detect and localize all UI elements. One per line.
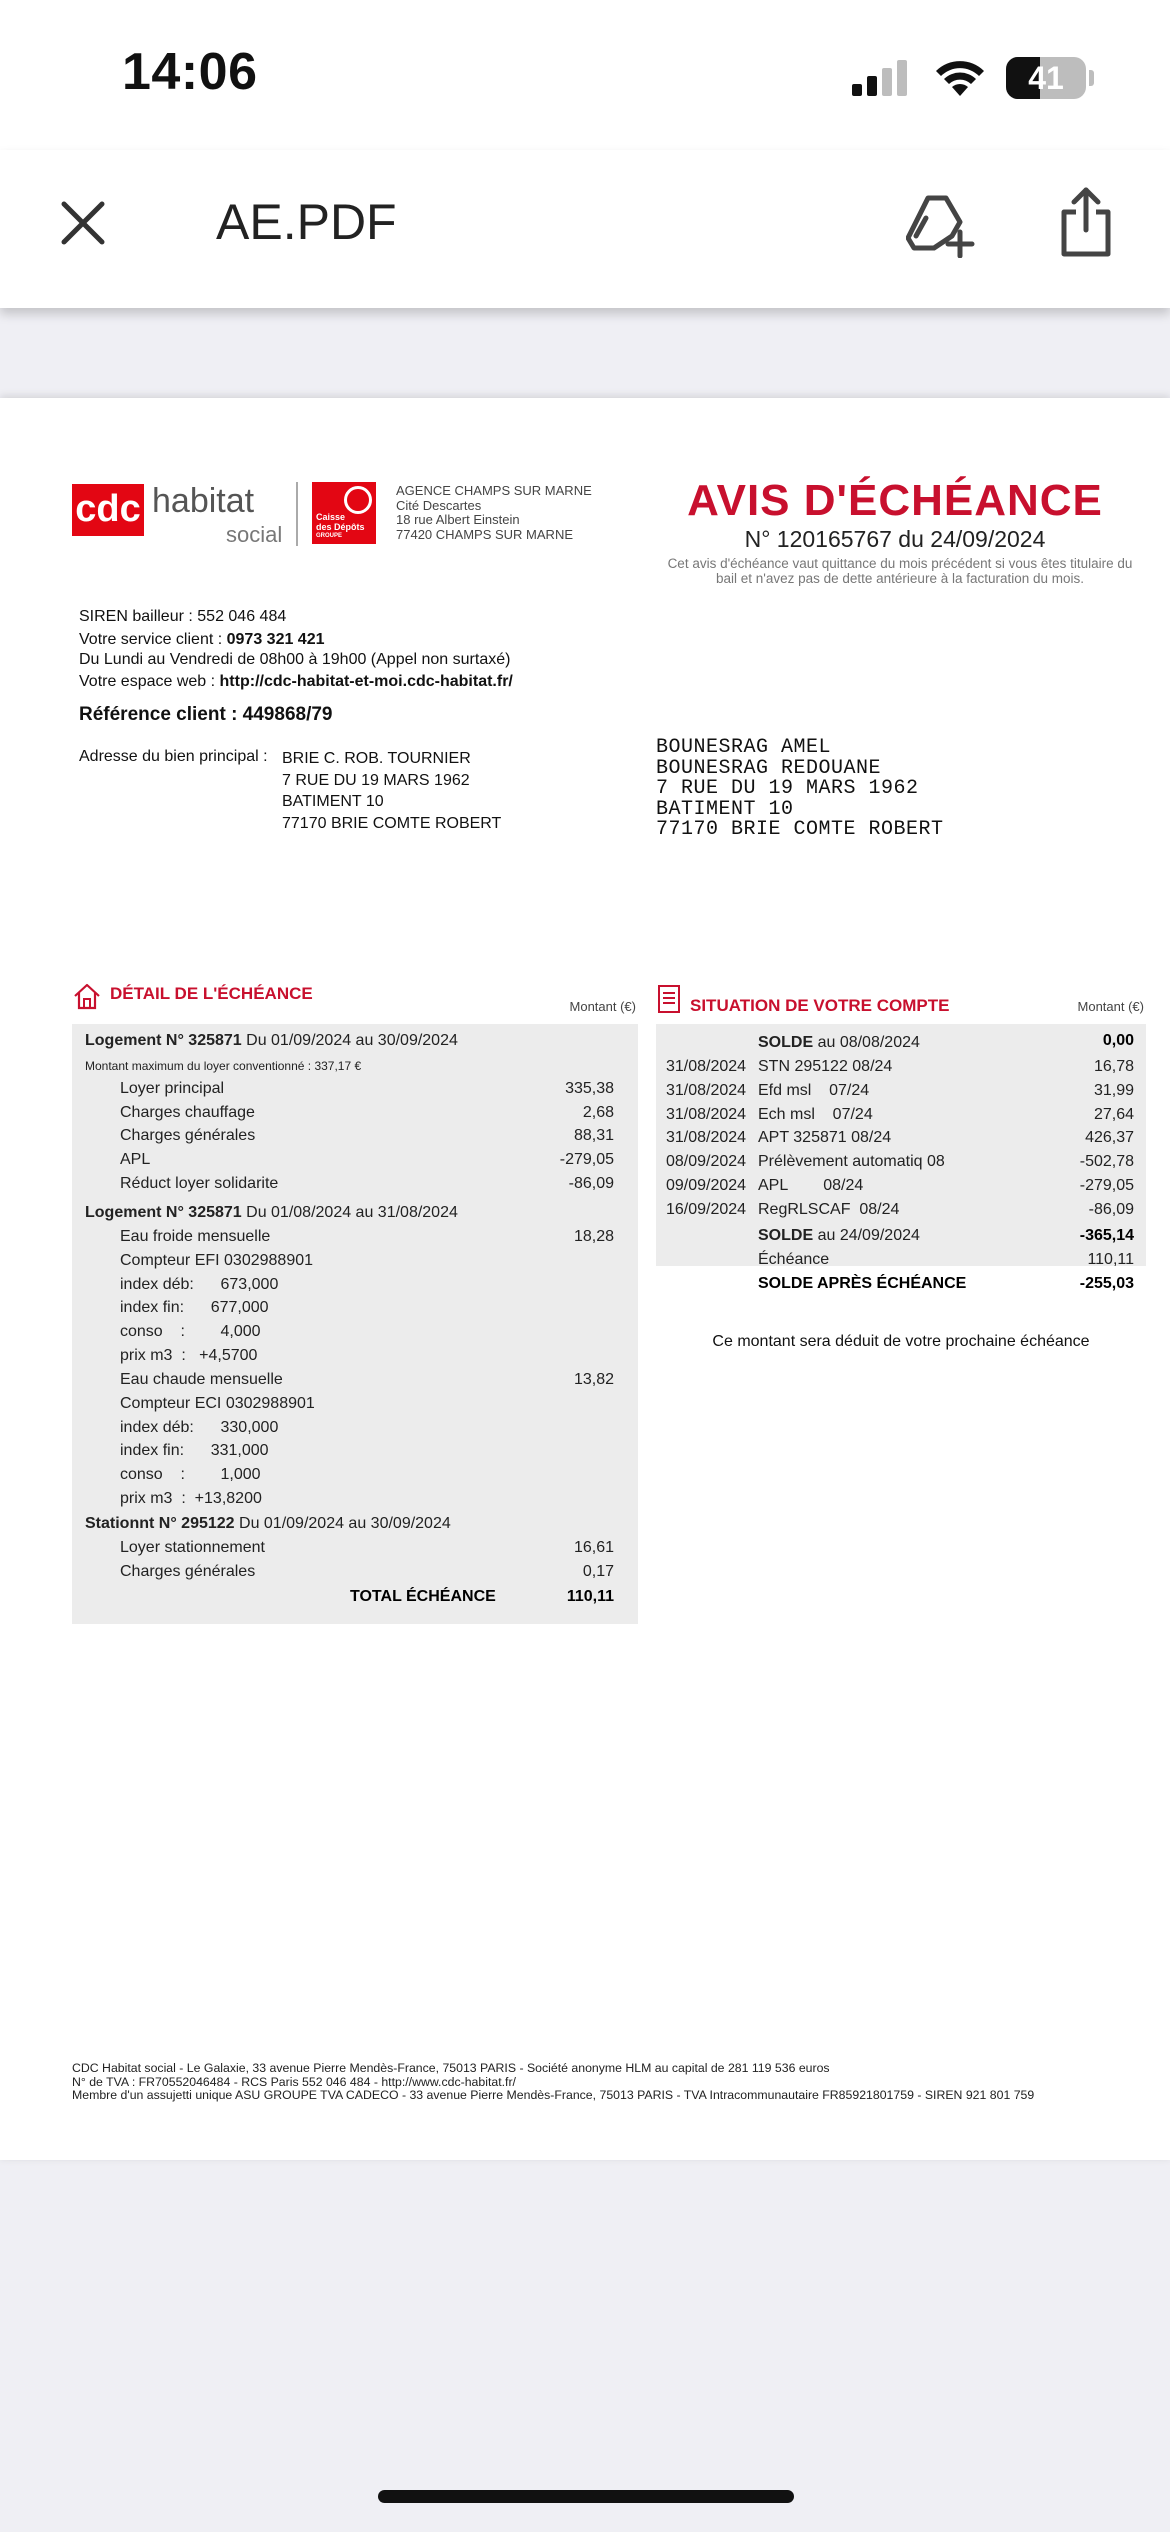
home-indicator[interactable] [378,2490,794,2503]
situation-note: Ce montant sera déduit de votre prochaine échéance [712,1333,1090,1350]
logement2-number: Logement N° 325871 [85,1204,242,1221]
solde-end-date: au 24/09/2024 [813,1227,920,1244]
detail-line-amount: 88,31 [573,1127,614,1144]
solde-start-amount: 0,00 [1102,1032,1134,1049]
detail-line-label: Charges chauffage [120,1104,255,1121]
recipient-line: BOUNESRAG AMEL [656,736,832,759]
service-hours: Du Lundi au Vendredi de 08h00 à 19h00 (Appel non surtaxé) [79,651,511,668]
entry-date: 09/09/2024 [666,1177,747,1194]
solde-start-label: SOLDE [758,1034,814,1051]
detail-line-amount: 0,17 [582,1563,614,1580]
detail-line-amount: 13,82 [573,1371,614,1388]
avis-note-line: bail et n'avez pas de dette antérieure à la facturation du mois. [715,571,1085,586]
total-amount: 110,11 [566,1588,614,1605]
address-line: BRIE C. ROB. TOURNIER [282,750,471,767]
situation-title: SITUATION DE VOTRE COMPTE [690,996,950,1015]
caisse-line-1: Caisse [316,512,346,522]
detail-line-label: Compteur ECI 0302988901 [120,1395,315,1412]
address-label: Adresse du bien principal : [79,748,268,765]
detail-line-label: Eau froide mensuelle [120,1228,271,1245]
agence-line: 18 rue Albert Einstein [396,512,520,527]
entry-label: RegRLSCAF 08/24 [758,1201,900,1218]
detail-line-label: conso : 1,000 [120,1466,261,1483]
pdf-viewer-toolbar [0,150,1170,308]
total-label: TOTAL ÉCHÉANCE [350,1588,496,1605]
detail-line-label: Compteur EFI 0302988901 [120,1252,314,1269]
address-line: BATIMENT 10 [282,793,384,810]
status-bar [0,0,1170,150]
detail-line-amount: 16,61 [573,1539,614,1556]
detail-table [72,1024,638,1624]
caisse-des-depots-logo [312,482,376,544]
detail-line-amount: 335,38 [565,1080,614,1097]
wifi-icon [934,56,986,98]
entry-date: 31/08/2024 [666,1058,747,1075]
recipient-line: BATIMENT 10 [656,797,794,821]
entry-date: 16/09/2024 [666,1201,747,1218]
logement1-header [85,1032,458,1050]
recipient-line: BOUNESRAG REDOUANE [656,756,882,780]
footer-line: CDC Habitat social - Le Galaxie, 33 avenue Pierre Mendès-France, 75013 PARIS - Société anonyme HLM au capital de 281 119 536 euros [72,2061,830,2075]
document-icon [656,984,682,1014]
detail-line-label: Réduct loyer solidarite [120,1175,279,1192]
client-reference: Référence client : 449868/79 [79,704,333,725]
siren: SIREN bailleur : 552 046 484 [79,608,287,625]
status-time: 14:06 [122,43,258,101]
entry-label: Prélèvement automatiq 08 [758,1153,945,1170]
solde-start-date: au 08/08/2024 [813,1034,920,1051]
entry-amount: 31,99 [1093,1082,1134,1099]
avis-note [640,556,1160,586]
recipient-line: 7 RUE DU 19 MARS 1962 [656,777,919,800]
agence-line: 77420 CHAMPS SUR MARNE [396,526,573,542]
service-label: Votre service client : [79,631,227,648]
share-icon[interactable] [1058,186,1114,258]
logement1-number: Logement N° 325871 [85,1032,242,1049]
entry-amount: -502,78 [1079,1153,1134,1170]
detail-line-label: Charges générales [120,1563,256,1580]
footer-line: N° de TVA : FR70552046484 - RCS Paris 552 046 484 - http://www.cdc-habitat.fr/ [72,2074,516,2089]
service-client [79,631,325,649]
detail-line-label: APL [120,1151,151,1168]
solde-apres-amount: -255,03 [1079,1275,1134,1292]
logement1-period: Du 01/09/2024 au 30/09/2024 [241,1032,458,1049]
caisse-emblem-icon [344,486,372,514]
detail-line-amount: 2,68 [582,1104,614,1121]
footer-line: Membre d'un assujetti unique ASU GROUPE TVA CADECO - 33 avenue Pierre Mendès-France, 75013 PARIS - TVA Intracommunautaire FR85921801759 - SIREN 921 801 759 [72,2088,1035,2102]
entry-date: 31/08/2024 [666,1106,747,1123]
document-heading: AVIS D'ÉCHÉANCE [687,476,1103,525]
caisse-line-2: des Dépôts [316,522,365,532]
entry-label: Efd msl 07/24 [758,1082,870,1099]
property-address [282,748,501,834]
entry-amount: 16,78 [1093,1058,1134,1075]
entry-amount: 426,37 [1085,1129,1134,1146]
detail-line-label: Charges générales [120,1127,256,1144]
entry-amount: 27,64 [1093,1106,1134,1123]
logo-habitat-text: habitat [152,482,255,520]
detail-line-label: prix m3 : +4,5700 [120,1347,258,1364]
entry-label: APT 325871 08/24 [758,1129,892,1146]
caisse-line-3: GROUPE [316,533,343,539]
entry-date: 08/09/2024 [666,1153,747,1170]
battery-level: 41 [1028,60,1064,96]
web-link[interactable]: http://cdc-habitat-et-moi.cdc-habitat.fr/ [219,673,513,690]
avis-number: N° 120165767 du 24/09/2024 [744,526,1046,552]
echeance-amount: 110,11 [1087,1251,1134,1268]
entry-date: 31/08/2024 [666,1129,747,1146]
stationnement-period: Du 01/09/2024 au 30/09/2024 [234,1515,451,1532]
agence-address [396,484,592,542]
markup-add-icon[interactable] [906,192,976,258]
logo-divider [296,482,298,546]
entry-date: 31/08/2024 [666,1082,747,1099]
detail-line-label: Loyer stationnement [120,1539,265,1556]
detail-line-label: index déb: 673,000 [120,1276,279,1293]
logement2-header [85,1204,458,1222]
address-line: 77170 BRIE COMTE ROBERT [282,814,502,832]
detail-title: DÉTAIL DE L'ÉCHÉANCE [110,984,313,1003]
entry-amount: -279,05 [1079,1177,1134,1194]
home-icon [72,982,102,1010]
avis-note-line: Cet avis d'échéance vaut quittance du mois précédent si vous êtes titulaire du [667,556,1133,571]
document-title: AE.PDF [216,194,397,250]
stationnement-header [85,1515,451,1533]
solde-start [758,1034,920,1052]
detail-line-label: prix m3 : +13,8200 [120,1490,262,1507]
solde-end-amount: -365,14 [1079,1227,1134,1244]
web-label: Votre espace web : [79,673,220,690]
logement2-period: Du 01/08/2024 au 31/08/2024 [241,1204,458,1221]
recipient-line: 77170 BRIE COMTE ROBERT [656,818,944,841]
detail-line-amount: 18,28 [573,1228,614,1245]
legal-footer [72,2062,1034,2103]
echeance-label: Échéance [758,1251,830,1268]
stationnement-number: Stationnt N° 295122 [85,1515,235,1532]
detail-line-label: Loyer principal [120,1080,225,1097]
entry-label: STN 295122 08/24 [758,1058,893,1075]
detail-line-amount: -279,05 [559,1151,614,1168]
entry-label: APL 08/24 [758,1177,864,1194]
solde-end [758,1227,920,1245]
cdc-logo: cdc [72,484,144,536]
recipient-address [656,738,944,841]
detail-line-label: Eau chaude mensuelle [120,1371,283,1388]
detail-line-label: index déb: 330,000 [120,1419,279,1436]
situation-montant-label: Montant (€) [1077,999,1144,1014]
pdf-page [0,398,1170,2160]
cellular-signal-icon [852,58,916,98]
entry-label: Ech msl 07/24 [758,1106,873,1123]
montant-max: Montant maximum du loyer conventionné : 337,17 € [85,1059,362,1073]
service-phone[interactable]: 0973 321 421 [226,631,325,648]
solde-end-label: SOLDE [758,1227,814,1244]
detail-line-label: conso : 4,000 [120,1323,261,1340]
agence-line: AGENCE CHAMPS SUR MARNE [396,483,592,498]
entry-amount: -86,09 [1088,1201,1134,1218]
address-line: 7 RUE DU 19 MARS 1962 [282,771,470,789]
logo-social-text: social [226,522,283,547]
situation-table [656,1024,1146,1292]
solde-apres-label: SOLDE APRÈS ÉCHÉANCE [758,1275,967,1292]
battery-cap [1089,70,1094,86]
detail-montant-label: Montant (€) [569,999,636,1014]
detail-line-label: index fin: 677,000 [120,1299,269,1316]
agence-line: Cité Descartes [396,497,482,513]
close-icon[interactable] [60,200,106,246]
web-space [79,673,513,691]
detail-line-label: index fin: 331,000 [120,1442,269,1459]
detail-line-amount: -86,09 [568,1175,614,1192]
